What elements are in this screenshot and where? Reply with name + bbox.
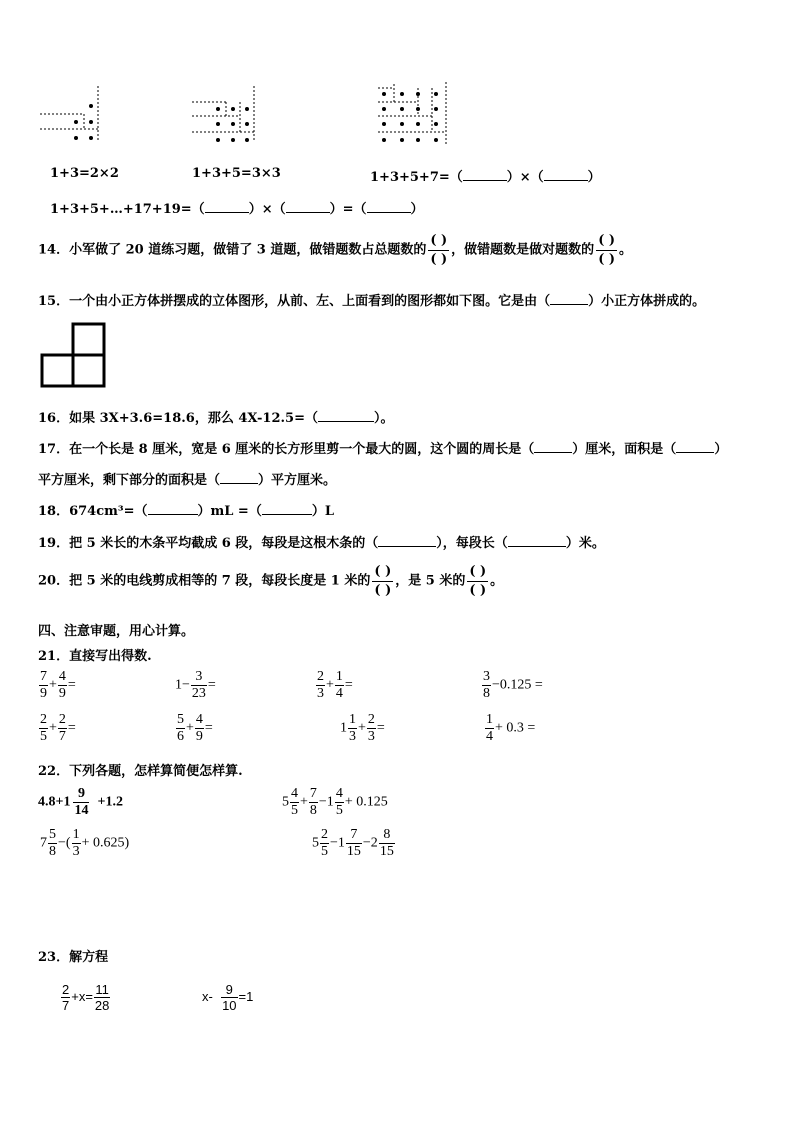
denominator: 10 <box>222 998 237 1013</box>
q21-item-a <box>38 670 76 701</box>
numerator: 5 <box>49 827 56 842</box>
equals-sign: = <box>344 677 353 693</box>
numerator: 3 <box>191 670 207 686</box>
blank-fraction[interactable] <box>428 234 449 266</box>
denominator: 23 <box>191 686 206 701</box>
pattern-general-suffix: ） <box>410 202 424 217</box>
whole-part: 1 <box>340 720 347 736</box>
denominator: 5 <box>40 729 47 744</box>
answer-blank[interactable] <box>262 502 312 515</box>
q21-item-f <box>175 713 213 744</box>
denominator: 5 <box>291 803 298 818</box>
q19-text1: 19．把 5 米长的木条平均截成 6 段，每段是这根木条的（ <box>38 536 379 551</box>
answer-blank[interactable] <box>550 292 588 305</box>
operator: + <box>326 677 334 693</box>
pattern-general-prefix: 1+3+5+…+17+19=（ <box>50 202 205 217</box>
denominator: 15 <box>346 844 361 859</box>
numerator: 2 <box>62 982 70 997</box>
q14-text1: 14．小军做了 20 道练习题，做错了 3 道题，做错题数占总题数的 <box>38 242 427 258</box>
question-21-title: 21．直接写出得数. <box>38 649 152 664</box>
expression-tail: + 0.625) <box>81 835 130 851</box>
pattern-general-mid1: ）×（ <box>248 202 286 217</box>
denominator: 4 <box>486 729 493 744</box>
q18-text2: ）mL =（ <box>197 504 262 519</box>
q15-text2: ）小正方体拼成的。 <box>588 294 706 309</box>
question-17-line-2 <box>38 469 336 488</box>
q16-text2: ）。 <box>373 411 394 426</box>
equals-sign: = <box>204 720 213 736</box>
denominator: 3 <box>367 729 375 744</box>
expression-tail: + 0.125 <box>344 794 388 810</box>
denominator: 28 <box>94 998 110 1013</box>
fraction-denominator-blank: ( ) <box>374 582 392 598</box>
pattern-eq-3-mid: ）×（ <box>506 170 544 185</box>
expression-lead: 4.8+1 <box>38 794 71 810</box>
numerator: 1 <box>335 669 343 684</box>
q18-text3: ）L <box>311 504 334 519</box>
question-16 <box>38 407 393 426</box>
denominator: 9 <box>195 729 203 744</box>
denominator: 15 <box>379 844 394 859</box>
numerator: 1 <box>72 827 80 842</box>
q19-text3: ）米。 <box>565 536 605 551</box>
expression-tail: + 0.3 = <box>495 720 536 736</box>
whole-part: 5 <box>282 794 289 810</box>
q14-text2: ，做错题数是做对题数的 <box>451 242 595 258</box>
q15-text1: 15．一个由小正方体拼摆成的立体图形，从前、左、上面看到的图形都如下图。它是由（ <box>38 294 551 309</box>
question-19 <box>38 532 605 551</box>
q22-expr-4 <box>312 828 396 859</box>
fraction-numerator-blank: ( ) <box>596 234 617 251</box>
numerator: 4 <box>195 712 203 727</box>
numerator: 4 <box>58 669 66 684</box>
denominator: 7 <box>58 729 66 744</box>
equation-middle: +x= <box>71 988 93 1004</box>
q21-item-b <box>175 670 216 701</box>
numerator: 3 <box>483 669 490 684</box>
blank-fraction[interactable] <box>467 565 488 597</box>
operator: −2 <box>362 835 378 851</box>
pattern-eq-3-suffix: ） <box>587 170 601 185</box>
answer-blank[interactable] <box>508 534 566 547</box>
answer-blank[interactable] <box>205 200 249 213</box>
whole-part: 7 <box>40 835 47 851</box>
q22-expr-2 <box>282 787 388 818</box>
equation-tail: =1 <box>238 988 254 1004</box>
numerator: 9 <box>73 787 89 803</box>
whole-part: 5 <box>312 835 319 851</box>
operator: −1 <box>330 835 345 851</box>
numerator: 7 <box>309 786 317 801</box>
pattern-eq-1: 1+3=2×2 <box>50 166 119 181</box>
numerator: 8 <box>379 828 395 844</box>
q20-text2: ，是 5 米的 <box>395 573 466 589</box>
answer-blank[interactable] <box>286 200 330 213</box>
numerator: 9 <box>221 983 237 998</box>
operator: + <box>300 794 308 810</box>
q21-item-c <box>315 670 353 701</box>
equation-lead: x- <box>202 988 221 1004</box>
answer-blank[interactable] <box>544 168 588 181</box>
q17-text2: ）厘米，面积是（ <box>572 442 677 457</box>
denominator: 7 <box>62 998 70 1013</box>
expression-tail: +1.2 <box>97 794 123 810</box>
denominator: 8 <box>309 803 317 818</box>
answer-blank[interactable] <box>148 502 198 515</box>
q22-expr-1 <box>38 787 123 818</box>
question-20 <box>38 565 503 597</box>
operator: −( <box>58 835 71 851</box>
fraction-denominator-blank: ( ) <box>598 251 616 267</box>
view-shape-figure <box>40 322 108 388</box>
answer-blank[interactable] <box>463 168 507 181</box>
fraction-numerator-blank: ( ) <box>467 565 488 582</box>
q23-equation-2 <box>202 983 253 1012</box>
question-14 <box>38 234 632 266</box>
denominator: 3 <box>317 686 324 701</box>
dot-pattern-figure-3 <box>376 80 456 148</box>
equals-sign: = <box>67 720 76 736</box>
answer-blank[interactable] <box>318 409 374 422</box>
denominator: 6 <box>177 729 184 744</box>
q20-text3: 。 <box>490 573 504 589</box>
question-23-title: 23．解方程 <box>38 950 109 965</box>
denominator: 3 <box>349 729 356 744</box>
numerator: 11 <box>95 982 109 997</box>
denominator: 14 <box>74 803 89 818</box>
denominator: 9 <box>58 686 66 701</box>
numerator: 7 <box>40 669 47 684</box>
pattern-eq-3-prefix: 1+3+5+7=（ <box>370 170 463 185</box>
q17-line2a: 平方厘米，剩下部分的面积是（ <box>38 473 221 488</box>
pattern-general <box>50 198 424 217</box>
operator: + <box>49 677 57 693</box>
q19-text2: ），每段长（ <box>436 536 508 551</box>
equals-sign: = <box>67 677 76 693</box>
q16-text1: 16．如果 3X+3.6=18.6，那么 4X-12.5=（ <box>38 411 318 426</box>
equals-sign: = <box>376 720 385 736</box>
numerator: 2 <box>317 669 324 684</box>
numerator: 2 <box>58 712 66 727</box>
q21-item-e <box>38 713 76 744</box>
q21-item-d <box>481 670 543 701</box>
q18-text1: 18．674cm³=（ <box>38 504 148 519</box>
dot-pattern-figure-2 <box>190 84 265 148</box>
answer-blank[interactable] <box>367 200 411 213</box>
answer-blank[interactable] <box>534 440 572 453</box>
fraction-denominator-blank: ( ) <box>430 251 448 267</box>
fraction-denominator-blank: ( ) <box>469 582 487 598</box>
denominator: 4 <box>335 686 343 701</box>
fraction-numerator-blank: ( ) <box>428 234 449 251</box>
numerator: 1 <box>349 712 356 727</box>
dot-pattern-figure-1 <box>38 84 108 146</box>
equals-sign: = <box>207 677 216 693</box>
whole-part: 1− <box>175 677 190 693</box>
denominator: 5 <box>335 803 343 818</box>
denominator: 8 <box>49 844 56 859</box>
fraction-numerator-blank: ( ) <box>372 565 393 582</box>
denominator: 9 <box>40 686 47 701</box>
question-17-line-1 <box>38 438 727 457</box>
numerator: 4 <box>335 786 343 801</box>
q17-line2b: ）平方厘米。 <box>258 473 337 488</box>
blank-fraction[interactable] <box>372 565 393 597</box>
operator: −1 <box>318 794 334 810</box>
numerator: 2 <box>40 712 47 727</box>
question-15 <box>38 290 705 309</box>
numerator: 2 <box>321 827 328 842</box>
numerator: 1 <box>486 712 493 727</box>
answer-blank[interactable] <box>676 440 714 453</box>
expression-tail: −0.125 = <box>492 677 543 693</box>
q21-item-h <box>484 713 535 744</box>
numerator: 2 <box>367 712 375 727</box>
q23-equation-1 <box>60 983 111 1012</box>
answer-blank[interactable] <box>220 471 258 484</box>
blank-fraction[interactable] <box>596 234 617 266</box>
question-18 <box>38 500 334 519</box>
numerator: 4 <box>291 786 298 801</box>
question-22-title: 22．下列各题，怎样算简便怎样算. <box>38 764 243 779</box>
section-4-heading: 四、注意审题，用心计算。 <box>38 624 195 639</box>
q20-text1: 20．把 5 米的电线剪成相等的 7 段，每段长度是 1 米的 <box>38 573 371 589</box>
denominator: 3 <box>72 844 80 859</box>
q22-expr-3 <box>40 828 129 859</box>
numerator: 5 <box>177 712 184 727</box>
pattern-general-mid2: ）=（ <box>329 202 367 217</box>
operator: + <box>186 720 194 736</box>
q14-text3: 。 <box>619 242 633 258</box>
numerator: 7 <box>346 828 362 844</box>
answer-blank[interactable] <box>378 534 436 547</box>
q21-item-g <box>340 713 385 744</box>
operator: + <box>358 720 366 736</box>
pattern-eq-3 <box>370 166 601 185</box>
operator: + <box>49 720 57 736</box>
denominator: 8 <box>483 686 490 701</box>
q17-text1: 17．在一个长是 8 厘米，宽是 6 厘米的长方形里剪一个最大的圆，这个圆的周长是（ <box>38 442 535 457</box>
pattern-eq-2: 1+3+5=3×3 <box>192 166 281 181</box>
denominator: 5 <box>321 844 328 859</box>
q17-text3: ） <box>714 442 728 457</box>
